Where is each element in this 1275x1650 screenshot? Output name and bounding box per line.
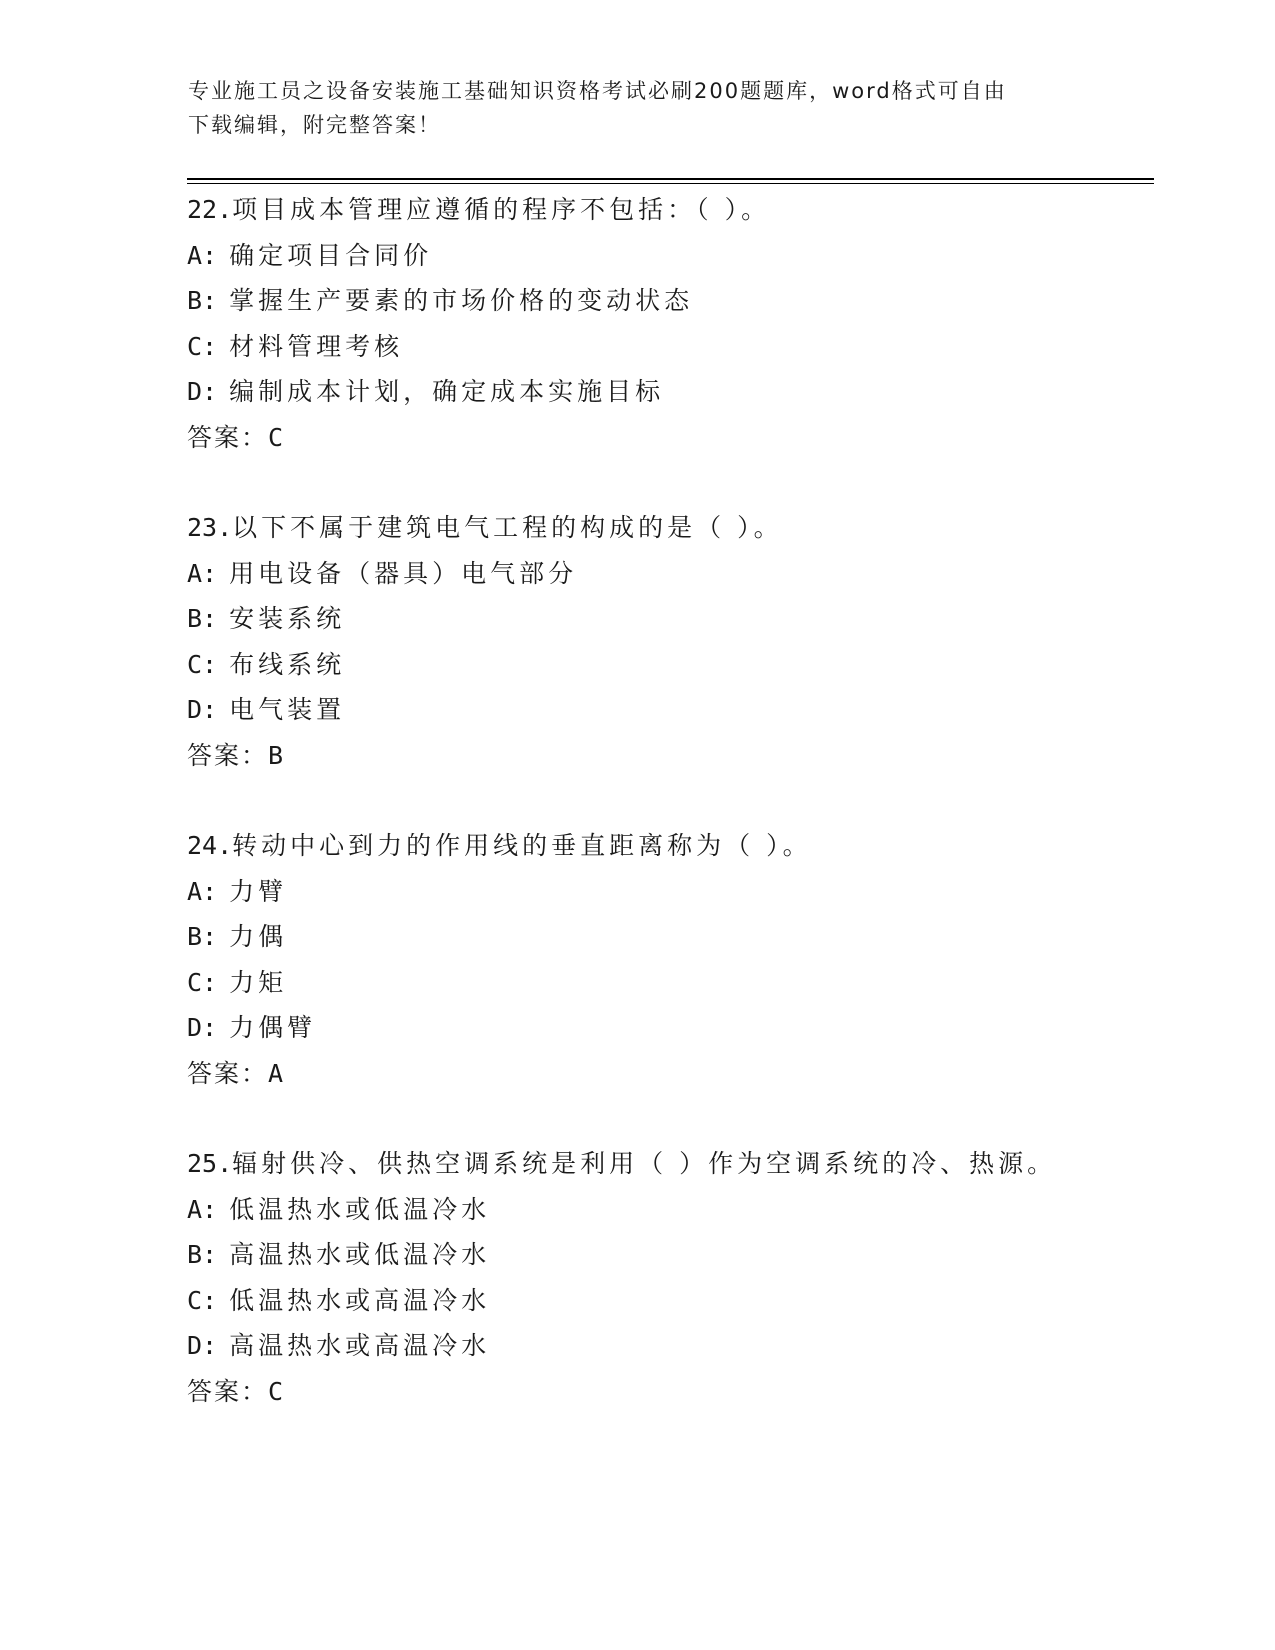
option-b [187,1232,1187,1278]
option-d [187,369,1187,415]
header-line-2: 下载编辑，附完整答案！ [188,113,441,137]
header-divider-thick [187,178,1154,180]
answer-value: B [268,740,286,770]
option-c [187,960,1187,1006]
option-text: 力偶 [229,922,288,951]
option-a [187,233,1187,279]
option-text: 低温热水或低温冷水 [229,1194,491,1224]
option-text: 安装系统 [229,604,346,633]
option-letter: D: [187,695,218,724]
option-letter: C: [187,649,218,679]
option-text: 电气装置 [229,695,346,724]
option-text: 用电设备（器具）电气部分 [229,558,578,588]
option-c [187,1278,1187,1324]
answer-label: 答案： [187,740,269,770]
option-text: 高温热水或低温冷水 [229,1240,491,1269]
answer-line [187,1051,1187,1097]
question-stem [187,505,1187,551]
question-number: 22. [187,195,233,224]
option-text: 力偶臂 [229,1013,317,1042]
question-22 [187,187,1187,460]
question-stem [187,187,1187,233]
option-c [187,642,1187,688]
question-24 [187,823,1187,1096]
answer-value: A [268,1058,286,1088]
option-text: 材料管理考核 [229,331,404,361]
option-c [187,324,1187,370]
option-b [187,596,1187,642]
option-text: 确定项目合同价 [229,240,433,270]
option-letter: A: [187,876,218,906]
answer-line [187,1369,1187,1415]
option-letter: C: [187,1285,218,1315]
answer-value: C [268,422,286,452]
option-a [187,869,1187,915]
question-text: 转动中心到力的作用线的垂直距离称为（ ）。 [232,831,812,860]
question-number: 24. [187,831,233,860]
option-text: 低温热水或高温冷水 [229,1285,491,1315]
option-letter: D: [187,1013,218,1042]
option-letter: A: [187,240,218,270]
answer-line [187,733,1187,779]
option-letter: B: [187,1240,218,1269]
option-a [187,1187,1187,1233]
option-text: 编制成本计划，确定成本实施目标 [229,377,665,406]
option-letter: B: [187,604,218,633]
header-line-1: 专业施工员之设备安装施工基础知识资格考试必刷200题题库，word格式可自由 [188,79,1007,103]
option-b [187,278,1187,324]
option-d [187,1005,1187,1051]
option-text: 力臂 [229,876,288,906]
answer-label: 答案： [187,1058,269,1088]
option-letter: D: [187,1331,218,1360]
option-letter: D: [187,377,218,406]
option-letter: B: [187,922,218,951]
option-text: 力矩 [229,967,288,997]
option-d [187,1323,1187,1369]
option-letter: B: [187,286,218,315]
header-divider-thin [187,183,1154,184]
option-text: 高温热水或高温冷水 [229,1331,491,1360]
question-number: 25. [187,1149,233,1178]
question-text: 辐射供冷、供热空调系统是利用（ ）作为空调系统的冷、热源。 [232,1149,1057,1178]
option-d [187,687,1187,733]
answer-label: 答案： [187,422,269,452]
document-header [188,74,1068,142]
question-25 [187,1141,1187,1414]
option-letter: A: [187,1194,218,1224]
question-stem [187,1141,1187,1187]
answer-line [187,415,1187,461]
option-b [187,914,1187,960]
option-a [187,551,1187,597]
option-letter: C: [187,331,218,361]
answer-label: 答案： [187,1376,269,1406]
option-text: 布线系统 [229,649,346,679]
option-text: 掌握生产要素的市场价格的变动状态 [229,286,694,315]
answer-value: C [268,1376,286,1406]
question-text: 以下不属于建筑电气工程的构成的是（ ）。 [232,513,783,542]
question-23 [187,505,1187,778]
option-letter: A: [187,558,218,588]
question-text: 项目成本管理应遵循的程序不包括：（ ）。 [232,195,771,224]
question-number: 23. [187,513,233,542]
question-stem [187,823,1187,869]
option-letter: C: [187,967,218,997]
